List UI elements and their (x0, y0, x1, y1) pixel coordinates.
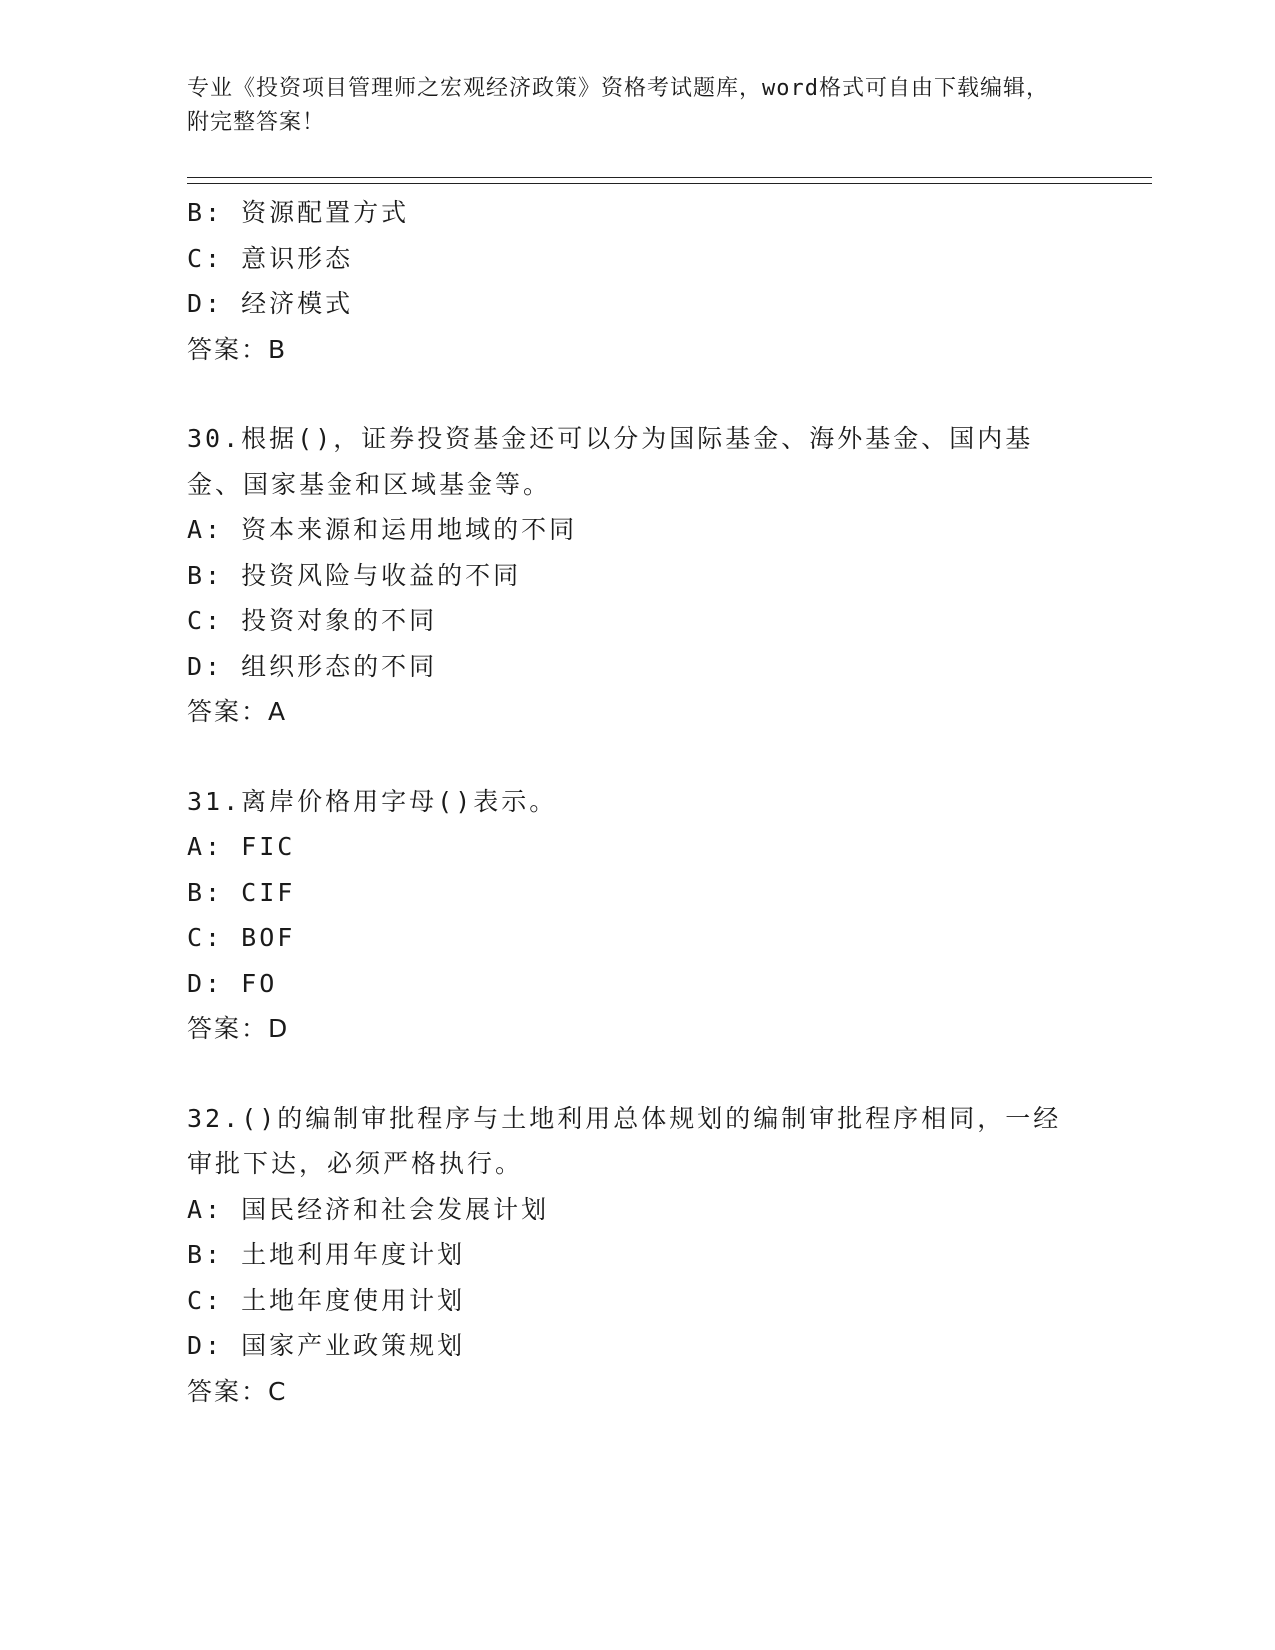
option-d: D: 组织形态的不同 (187, 651, 438, 681)
option-a: A: 国民经济和社会发展计划 (187, 1194, 550, 1224)
question-stem: 31.离岸价格用字母()表示。 (187, 786, 558, 816)
question-spacer (187, 1052, 1087, 1096)
question-block-29 (187, 190, 1087, 372)
question-stem: 32.()的编制审批程序与土地利用总体规划的编制审批程序相同，一经审批下达，必须严格执行。 (187, 1103, 1062, 1178)
option-b: B: CIF (187, 877, 296, 907)
option-c: C: BOF (187, 923, 296, 952)
answer-line: 答案：D (187, 1014, 290, 1043)
option-d: D: 国家产业政策规划 (187, 1331, 466, 1360)
document-header: 专业《投资项目管理师之宏观经济政策》资格考试题库，word格式可自由下载编辑，附完整答案！ (187, 76, 1049, 135)
option-c: C: 投资对象的不同 (187, 606, 438, 635)
question-block-31 (187, 779, 1087, 1052)
option-c: C: 意识形态 (187, 243, 354, 273)
answer-line: 答案：C (187, 1376, 288, 1406)
option-c: C: 土地年度使用计划 (187, 1285, 466, 1315)
question-spacer (187, 372, 1087, 416)
answer-line: 答案：A (187, 697, 288, 726)
option-b: B: 资源配置方式 (187, 198, 410, 227)
question-spacer (187, 735, 1087, 779)
option-a: A: 资本来源和运用地域的不同 (187, 515, 578, 544)
option-b: B: 土地利用年度计划 (187, 1240, 466, 1269)
answer-line: 答案：B (187, 334, 288, 364)
question-stem: 30.根据()，证券投资基金还可以分为国际基金、海外基金、国内基金、国家基金和区域基金等。 (187, 424, 1034, 499)
question-block-32 (187, 1096, 1087, 1415)
option-b: B: 投资风险与收益的不同 (187, 560, 522, 590)
question-list (187, 190, 1087, 1414)
question-block-30 (187, 416, 1087, 735)
option-d: D: 经济模式 (187, 289, 354, 318)
header-divider (187, 177, 1152, 184)
option-d: D: FO (187, 968, 278, 998)
option-a: A: FIC (187, 832, 296, 861)
